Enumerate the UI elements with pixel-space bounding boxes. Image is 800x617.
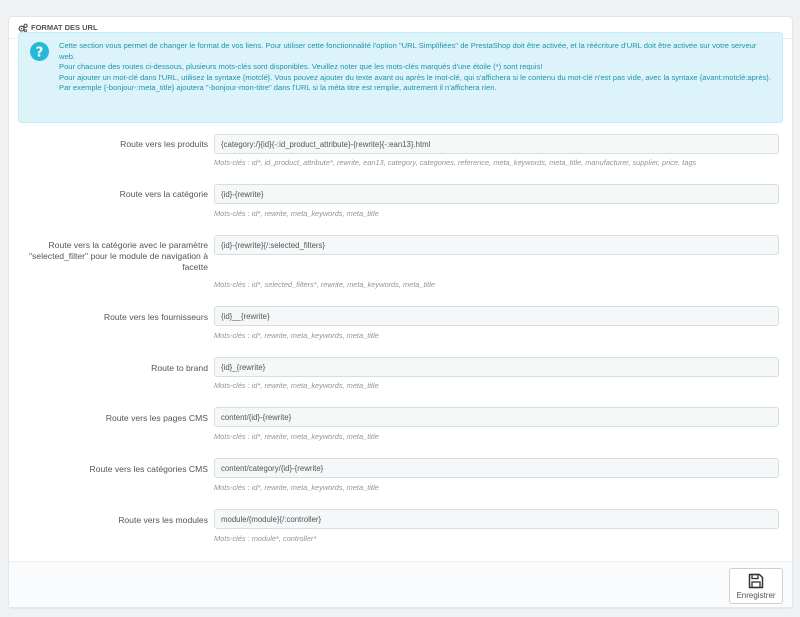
route-suppliers-input[interactable]: {id}__{rewrite} bbox=[214, 306, 779, 326]
panel-footer bbox=[9, 561, 792, 607]
route-help: Mots-clés : module*, controller* bbox=[214, 534, 317, 543]
route-help: Mots-clés : id*, rewrite, meta_keywords, meta_title bbox=[214, 483, 379, 492]
route-category-input[interactable]: {id}-{rewrite} bbox=[214, 184, 779, 204]
route-label: Route vers la catégorie bbox=[119, 189, 208, 199]
route-brand-input[interactable]: {id}_{rewrite} bbox=[214, 357, 779, 377]
route-label: Route vers les fournisseurs bbox=[103, 312, 208, 322]
svg-text:?: ? bbox=[35, 45, 44, 61]
alert-text-1: Cette section vous permet de changer le format de vos liens. Pour utiliser cette fonctionnalité l'option "URL Simplifiées" de PrestaShop doit être activée, et la réécriture d'URL doit être activée sur votre serveur web. bbox=[59, 41, 757, 61]
route-label: Route vers les catégories CMS bbox=[89, 464, 208, 474]
panel-title: FORMAT DES URL bbox=[31, 23, 98, 32]
route-cms-category-input[interactable]: content/category/{id}-{rewrite} bbox=[214, 458, 779, 478]
route-help: Mots-clés : id*, rewrite, meta_keywords, meta_title bbox=[214, 331, 379, 340]
route-help: Mots-clés : id*, rewrite, meta_keywords, meta_title bbox=[214, 381, 379, 390]
route-products-input[interactable]: {category:/}{id}{-:id_product_attribute}-{rewrite}{-:ean13}.html bbox=[214, 134, 779, 154]
floppy-disk-icon bbox=[748, 573, 764, 589]
info-alert bbox=[18, 32, 783, 123]
route-label: Route vers les pages CMS bbox=[105, 413, 208, 423]
route-help: Mots-clés : id*, rewrite, meta_keywords, meta_title bbox=[214, 209, 379, 218]
save-button-label: Enregistrer bbox=[736, 590, 776, 600]
route-label: Route vers les modules bbox=[118, 515, 208, 525]
route-help: Mots-clés : id*, selected_filters*, rewrite, meta_keywords, meta_title bbox=[214, 280, 435, 289]
route-modules-input[interactable]: module/{module}{/:controller} bbox=[214, 509, 779, 529]
route-label: Route to brand bbox=[151, 363, 208, 373]
route-label: Route vers les produits bbox=[120, 139, 208, 149]
route-help: Mots-clés : id*, id_product_attribute*, rewrite, ean13, category, categories, reference, meta_keywords, meta_title, manufacturer, supplier, price, tags bbox=[214, 158, 697, 167]
alert-text-3: Pour ajouter un mot-clé dans l'URL, utilisez la syntaxe {motclé}. Vous pouvez ajouter du texte avant ou après le mot-clé, qui s'affichera si le contenu du mot-clé n'est pas vide, avec la syntaxe {avant:motclé:après}. Par exemple {-bonjour-:meta_title} ajoutera "-bonjour-mon-titre" dans l'URL si la méta titre est remplie, autrement il n'affichera rien. bbox=[59, 72, 772, 93]
route-label: Route vers la catégorie avec le paramètre "selected_filter" pour le module de navigation à facette bbox=[28, 240, 208, 272]
save-button[interactable] bbox=[729, 568, 783, 604]
alert-text-2: Pour chacune des routes ci-dessous, plusieurs mots-clés sont disponibles. Veuillez noter que les mots-clés marqués d'une étoile (*) sont requis! bbox=[59, 62, 543, 72]
route-help: Mots-clés : id*, rewrite, meta_keywords, meta_title bbox=[214, 432, 379, 441]
route-layered-input[interactable]: {id}-{rewrite}{/:selected_filters} bbox=[214, 235, 779, 255]
question-circle-icon bbox=[30, 42, 49, 61]
route-cms-input[interactable]: content/{id}-{rewrite} bbox=[214, 407, 779, 427]
gears-icon bbox=[18, 23, 28, 33]
